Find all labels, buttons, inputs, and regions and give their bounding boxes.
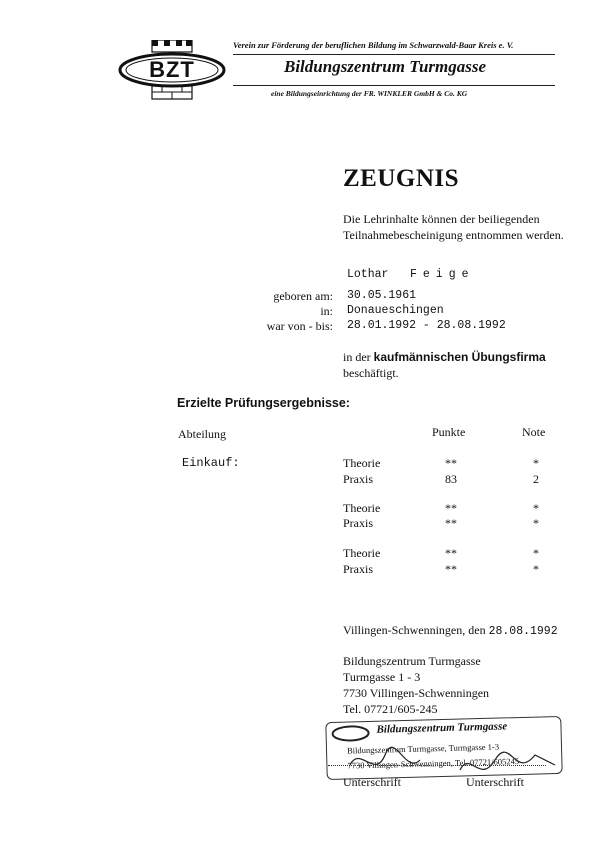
birthplace-value: Donaueschingen (347, 304, 444, 317)
intro-text: Die Lehrinhalte können der beiliegenden Teilnahmebescheinigung entnommen werden. (343, 212, 564, 242)
result-points: ** (445, 516, 457, 530)
department-name: Einkauf: (182, 456, 240, 470)
bzt-logo (118, 40, 226, 100)
results-heading: Erzielte Prüfungsergebnisse: (177, 396, 350, 410)
result-type: Praxis (343, 516, 373, 530)
address-block (343, 653, 489, 717)
employment-prefix: in der (343, 350, 371, 364)
result-grade: * (533, 546, 539, 560)
period-value: 28.01.1992 - 28.08.1992 (347, 319, 506, 332)
institution-affiliation: eine Bildungseinrichtung der FR. WINKLER GmbH & Co. KG (271, 89, 468, 98)
address-line: Turmgasse 1 - 3 (343, 670, 421, 684)
employment-firm: kaufmännischen Übungsfirma (373, 350, 546, 364)
institution-name: Bildungszentrum Turmgasse (284, 57, 487, 76)
column-grade: Note (522, 425, 546, 439)
result-type: Theorie (343, 501, 381, 515)
result-type: Theorie (343, 546, 381, 560)
header-rule-bottom (233, 85, 555, 86)
born-value: 30.05.1961 (347, 289, 417, 302)
result-points: ** (445, 546, 457, 560)
place-date-prefix: Villingen-Schwenningen, den (343, 623, 486, 637)
column-points: Punkte (432, 425, 466, 439)
address-line: Bildungszentrum Turmgasse (343, 654, 481, 668)
address-line: Tel. 07721/605-245 (343, 702, 438, 716)
column-department: Abteilung (178, 427, 226, 441)
employment-text (343, 349, 573, 381)
result-grade: 2 (533, 472, 539, 486)
address-line: 7730 Villingen-Schwenningen (343, 686, 490, 700)
last-name: Feige (410, 268, 475, 281)
signature-label-right: Unterschrift (466, 775, 524, 789)
stamp-address-line: 7730 Villingen-Schwenningen, Tel. 07721/605245 (347, 756, 520, 771)
logo-text: BZT (149, 57, 195, 82)
result-points: ** (445, 562, 457, 576)
result-points: ** (445, 456, 457, 470)
born-label: geboren am: (273, 289, 333, 303)
result-type: Theorie (343, 456, 381, 470)
result-grade: * (533, 456, 539, 470)
result-points: ** (445, 501, 457, 515)
document-title: ZEUGNIS (343, 165, 460, 192)
birthplace-label: in: (320, 304, 333, 318)
association-line: Verein zur Förderung der beruflichen Bildung im Schwarzwald-Baar Kreis e. V. (233, 40, 514, 50)
result-grade: * (533, 562, 539, 576)
employment-suffix: beschäftigt. (343, 366, 399, 380)
result-grade: * (533, 501, 539, 515)
place-date (343, 623, 558, 638)
result-type: Praxis (343, 562, 373, 576)
result-points: 83 (445, 472, 457, 486)
header-rule-top (233, 54, 555, 55)
first-name: Lothar (347, 268, 389, 281)
stamp-address-line: Bildungszentrum Turmgasse, Turmgasse 1-3 (346, 741, 500, 756)
result-type: Praxis (343, 472, 373, 486)
period-label: war von - bis: (266, 319, 333, 333)
stamp-title: Bildungszentrum Turmgasse (376, 720, 508, 736)
issue-date: 28.08.1992 (488, 625, 558, 638)
result-grade: * (533, 516, 539, 530)
signature-label-left: Unterschrift (343, 775, 401, 789)
